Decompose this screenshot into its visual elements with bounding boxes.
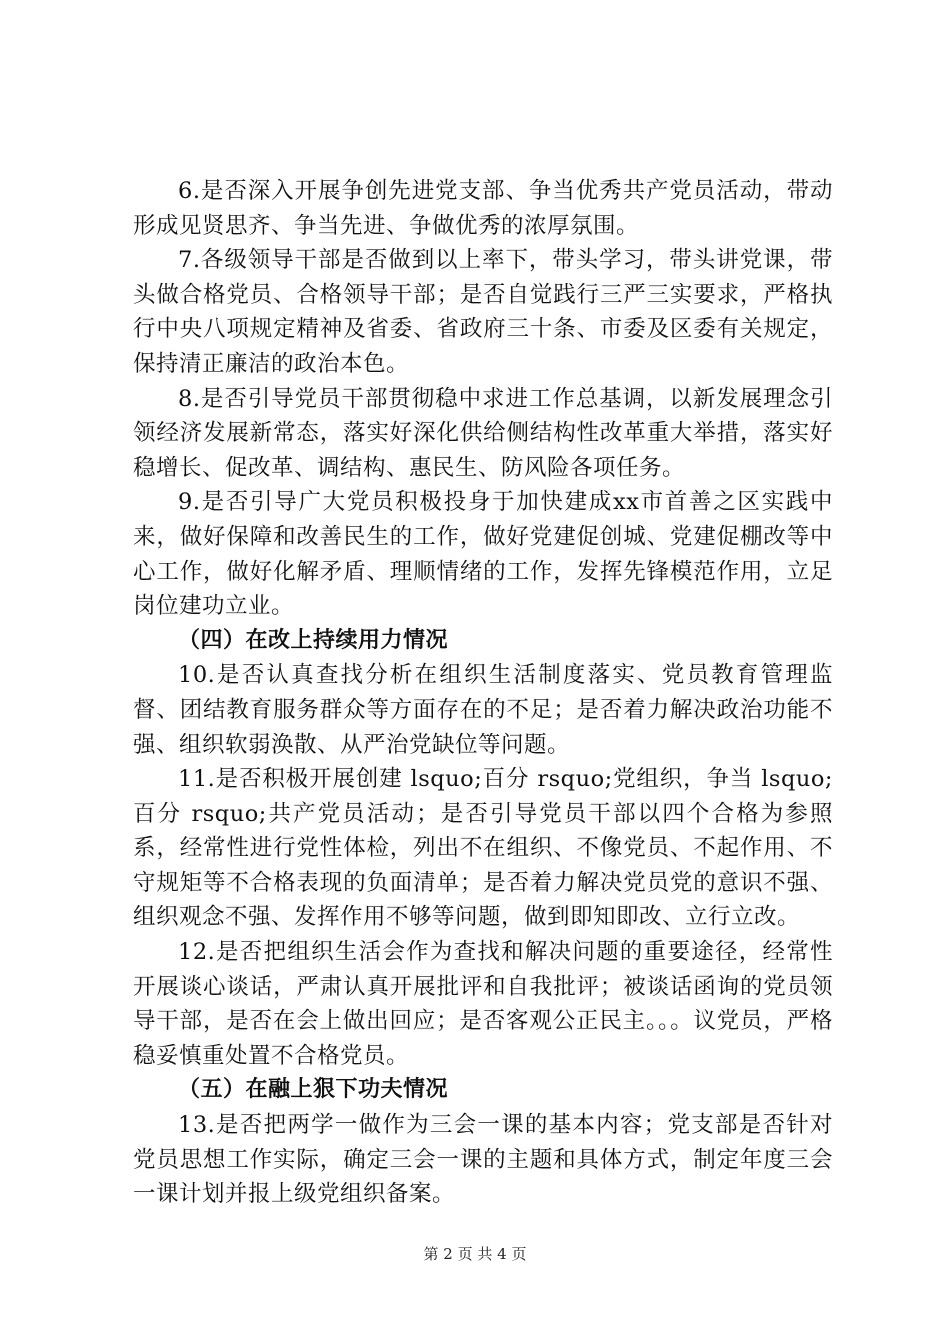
paragraph-item-7: 7.各级领导干部是否做到以上率下，带头学习，带头讲党课，带头做合格党员、合格领导干部；是否自觉践行三严三实要求，严格执行中央八项规定精神及省委、省政府三十条、市委及区委有关规定，保持清正廉洁的政治本色。 (133, 247, 833, 377)
section-heading-5: （五）在融上狠下功夫情况 (178, 1077, 449, 1103)
page-number-footer: 第 2 页 共 4 页 (423, 1245, 527, 1263)
paragraph-item-9: 9.是否引导广大党员积极投身于加快建成xx市首善之区实践中来，做好保障和改善民生的工作，做好党建促创城、党建促棚改等中心工作，做好化解矛盾、理顺情绪的工作，发挥先锋模范作用，立足岗位建功立业。 (133, 489, 833, 620)
paragraph-item-13: 13.是否把两学一做作为三会一课的基本内容；党支部是否针对党员思想工作实际，确定三会一课的主题和具体方式，制定年度三会一课计划并报上级党组织备案。 (133, 1112, 833, 1208)
paragraph-item-6: 6.是否深入开展争创先进党支部、争当优秀共产党员活动，带动形成见贤思齐、争当先进、争做优秀的浓厚氛围。 (133, 178, 833, 239)
paragraph-item-11: 11.是否积极开展创建 lsquo;百分 rsquo;党组织，争当 lsquo;百分 rsquo;共产党员活动；是否引导党员干部以四个合格为参照系，经常性进行党性体检，列出不在组织、不像党员、不起作用、不守规矩等不合格表现的负面清单；是否着力解决党员党的意识不强、组织观念不强、发挥作用不够等问题，做到即知即改、立行立改。 (133, 766, 833, 931)
paragraph-item-8: 8.是否引导党员干部贯彻稳中求进工作总基调，以新发展理念引领经济发展新常态，落实好深化供给侧结构性改革重大举措，落实好稳增长、促改革、调结构、惠民生、防风险各项任务。 (133, 385, 833, 481)
paragraph-item-10: 10.是否认真查找分析在组织生活制度落实、党员教育管理监督、团结教育服务群众等方面存在的不足；是否着力解决政治功能不强、组织软弱涣散、从严治党缺位等问题。 (133, 662, 833, 758)
document-body (133, 174, 833, 1212)
paragraph-item-12: 12.是否把组织生活会作为查找和解决问题的重要途径，经常性开展谈心谈话，严肃认真开展批评和自我批评；被谈话函询的党员领导干部，是否在会上做出回应；是否客观公正民主。。。议党员，严格稳妥慎重处置不合格党员。 (133, 939, 833, 1069)
section-heading-4: （四）在改上持续用力情况 (178, 627, 449, 653)
